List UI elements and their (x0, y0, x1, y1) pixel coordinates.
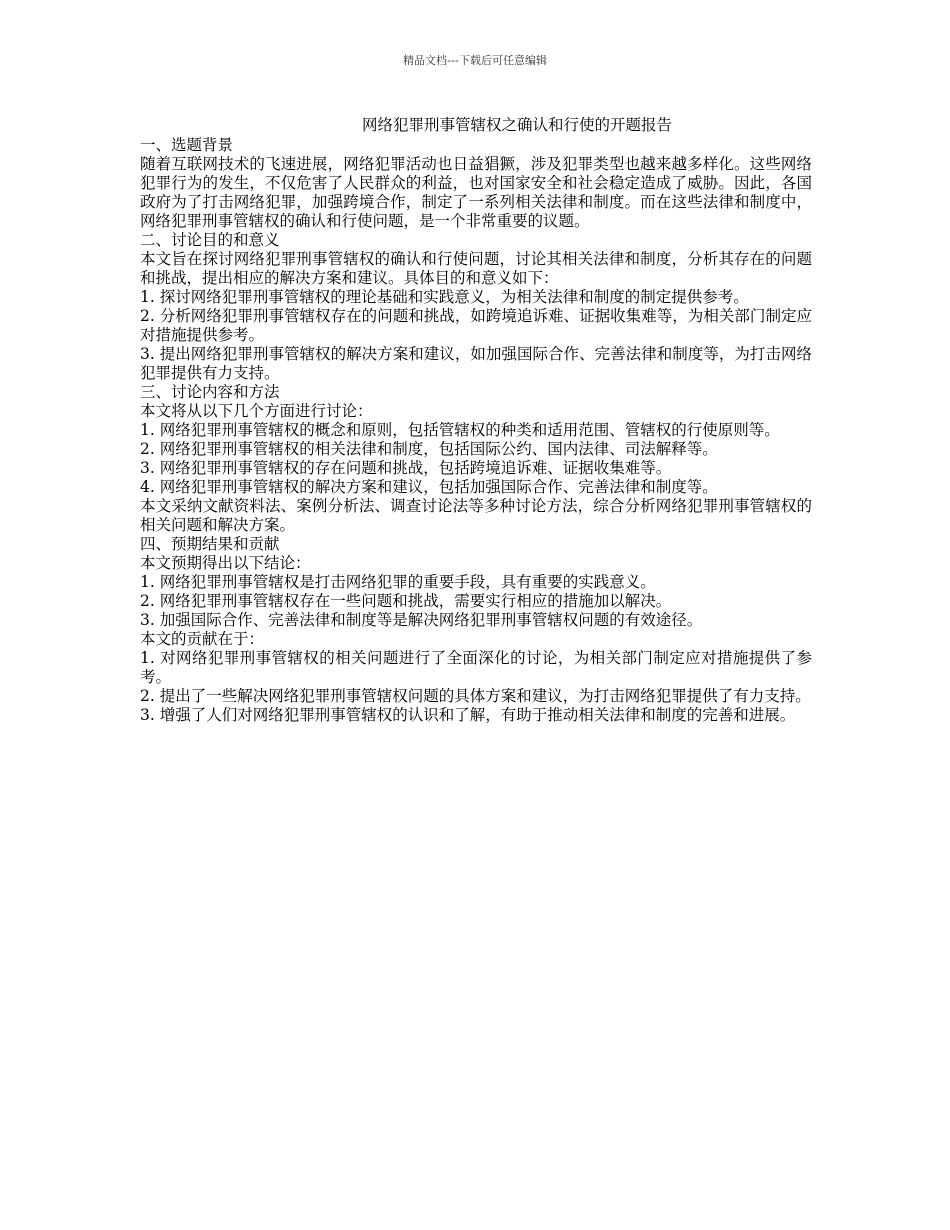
list-item: 4. 网络犯罪刑事管辖权的解决方案和建议，包括加强国际合作、完善法律和制度等。 (140, 478, 718, 496)
section-content-methods (140, 383, 812, 535)
list-item: 1. 探讨网络犯罪刑事管辖权的理论基础和实践意义，为相关法律和制度的制定提供参考。 (140, 288, 749, 306)
section-heading: 四、预期结果和贡献 (140, 535, 280, 553)
list-item: 1. 网络犯罪刑事管辖权的概念和原则，包括管辖权的种类和适用范围、管辖权的行使原则等。 (140, 421, 780, 439)
paragraph: 本文采纳文献资料法、案例分析法、调查讨论法等多种讨论方法，综合分析网络犯罪刑事管辖权的相关问题和解决方案。 (140, 497, 812, 534)
list-item: 1. 对网络犯罪刑事管辖权的相关问题进行了全面深化的讨论，为相关部门制定应对措施提供了参考。 (140, 649, 812, 686)
list-item: 3. 增强了人们对网络犯罪刑事管辖权的认识和了解，有助于推动相关法律和制度的完善和进展。 (140, 706, 796, 724)
section-background (140, 136, 812, 231)
document-body (140, 115, 812, 725)
document-title: 网络犯罪刑事管辖权之确认和行使的开题报告 (362, 116, 673, 134)
list-item: 2. 分析网络犯罪刑事管辖权存在的问题和挑战，如跨境追诉难、证据收集难等，为相关部门制定应对措施提供参考。 (140, 307, 813, 344)
section-heading: 一、选题背景 (140, 136, 234, 154)
list-item: 2. 提出了一些解决网络犯罪刑事管辖权问题的具体方案和建议，为打击网络犯罪提供了有力支持。 (140, 687, 811, 705)
paragraph: 本文的贡献在于： (140, 630, 265, 648)
page-header: 精品文档---下载后可任意编辑 (403, 54, 547, 67)
section-expected-results (140, 535, 812, 725)
list-item: 2. 网络犯罪刑事管辖权的相关法律和制度，包括国际公约、国内法律、司法解释等。 (140, 440, 718, 458)
section-heading: 三、讨论内容和方法 (140, 383, 280, 401)
list-item: 3. 加强国际合作、完善法律和制度等是解决网络犯罪刑事管辖权问题的有效途径。 (140, 611, 703, 629)
list-item: 1. 网络犯罪刑事管辖权是打击网络犯罪的重要手段，具有重要的实践意义。 (140, 573, 656, 591)
paragraph: 本文旨在探讨网络犯罪刑事管辖权的确认和行使问题，讨论其相关法律和制度，分析其存在的问题和挑战，提出相应的解决方案和建议。具体目的和意义如下： (140, 250, 812, 287)
section-purpose (140, 231, 812, 383)
section-heading: 二、讨论目的和意义 (140, 231, 280, 249)
list-item: 2. 网络犯罪刑事管辖权存在一些问题和挑战，需要实行相应的措施加以解决。 (140, 592, 672, 610)
paragraph: 本文预期得出以下结论： (140, 554, 311, 572)
paragraph: 本文将从以下几个方面进行讨论： (140, 402, 373, 420)
list-item: 3. 提出网络犯罪刑事管辖权的解决方案和建议，如加强国际合作、完善法律和制度等，为打击网络犯罪提供有力支持。 (140, 345, 813, 382)
list-item: 3. 网络犯罪刑事管辖权的存在问题和挑战，包括跨境追诉难、证据收集难等。 (140, 459, 672, 477)
paragraph: 随着互联网技术的飞速进展，网络犯罪活动也日益猖獗，涉及犯罪类型也越来越多样化。这些网络犯罪行为的发生，不仅危害了人民群众的利益，也对国家安全和社会稳定造成了威胁。因此，各国政府为了打击网络犯罪，加强跨境合作，制定了一系列相关法律和制度。而在这些法律和制度中，网络犯罪刑事管辖权的确认和行使问题，是一个非常重要的议题。 (140, 155, 812, 230)
